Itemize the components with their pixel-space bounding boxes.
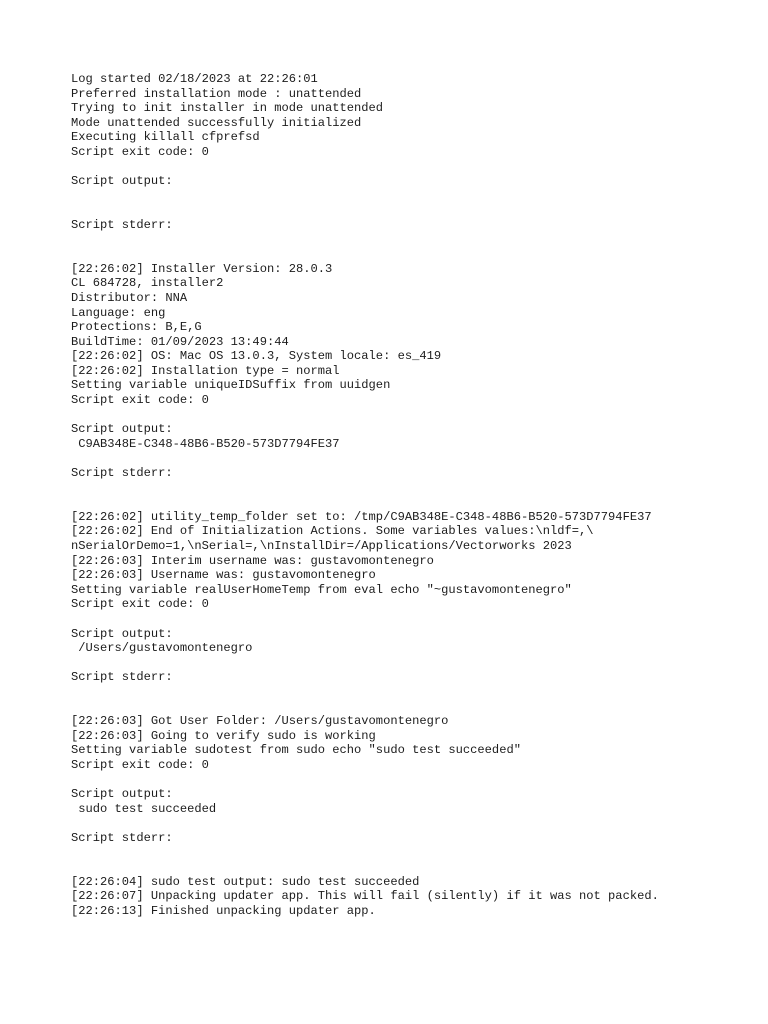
log-line: C9AB348E-C348-48B6-B520-573D7794FE37 xyxy=(71,436,340,451)
log-line: Executing killall cfprefsd xyxy=(71,130,260,145)
log-line: Protections: B,E,G xyxy=(71,320,202,335)
log-line: Log started 02/18/2023 at 22:26:01 xyxy=(71,72,318,86)
log-line: Script stderr: xyxy=(71,830,173,845)
log-line: Script output: xyxy=(71,787,173,802)
log-line: nSerialOrDemo=1,\nSerial=,\nInstallDir=/Applications/Vectorworks 2023 xyxy=(71,539,572,553)
log-line: BuildTime: 01/09/2023 13:49:44 xyxy=(71,334,289,349)
log-line xyxy=(71,203,761,218)
log-line xyxy=(71,656,761,671)
log-line xyxy=(71,612,761,627)
log-line: [22:26:03] Going to verify sudo is working xyxy=(71,728,376,743)
log-line: Script exit code: 0 xyxy=(71,393,209,408)
log-line: [22:26:02] Installation type = normal xyxy=(71,363,340,378)
log-line xyxy=(71,481,761,496)
log-line: CL 684728, installer2 xyxy=(71,276,224,291)
log-line xyxy=(71,408,761,423)
log-line xyxy=(71,160,761,175)
log-line xyxy=(71,247,761,262)
log-line: [22:26:02] End of Initialization Actions. Some variables values:\nldf=,\ xyxy=(71,524,594,539)
log-line: Trying to init installer in mode unattended xyxy=(71,101,384,116)
log-line: Preferred installation mode : unattended xyxy=(71,86,362,101)
log-line: Script exit code: 0 xyxy=(71,144,209,159)
log-line: [22:26:02] utility_temp_folder set to: /tmp/C9AB348E-C348-48B6-B520-573D7794FE37 xyxy=(71,509,652,524)
log-line: [22:26:07] Unpacking updater app. This will fail (silently) if it was not packed. xyxy=(71,889,659,904)
log-line xyxy=(71,773,761,788)
log-line: /Users/gustavomontenegro xyxy=(71,641,253,656)
log-line xyxy=(71,233,761,248)
log-line xyxy=(71,845,761,860)
log-line: Script exit code: 0 xyxy=(71,597,209,612)
log-line: Distributor: NNA xyxy=(71,290,188,305)
log-line: [22:26:03] Got User Folder: /Users/gustavomontenegro xyxy=(71,714,449,729)
log-line: Script output: xyxy=(71,626,173,641)
log-line: Script output: xyxy=(71,422,173,437)
log-line xyxy=(71,451,761,466)
log-line: Language: eng xyxy=(71,305,166,320)
log-line xyxy=(71,495,761,510)
log-document xyxy=(71,72,761,918)
log-line: [22:26:02] Installer Version: 28.0.3 xyxy=(71,261,333,276)
log-line: Script stderr: xyxy=(71,670,173,685)
log-line: [22:26:13] Finished unpacking updater app. xyxy=(71,903,376,918)
log-line: Script stderr: xyxy=(71,217,173,232)
log-line: sudo test succeeded xyxy=(71,801,217,816)
log-line xyxy=(71,685,761,700)
log-line: Script output: xyxy=(71,174,173,189)
log-line: Script stderr: xyxy=(71,466,173,481)
log-line: [22:26:04] sudo test output: sudo test succeeded xyxy=(71,874,420,889)
log-line: Setting variable sudotest from sudo echo "sudo test succeeded" xyxy=(71,743,521,758)
log-line: Setting variable uniqueIDSuffix from uuidgen xyxy=(71,378,391,393)
log-line: [22:26:02] OS: Mac OS 13.0.3, System locale: es_419 xyxy=(71,349,442,364)
log-line xyxy=(71,700,761,715)
log-line xyxy=(71,189,761,204)
log-line: Mode unattended successfully initialized xyxy=(71,115,362,130)
log-line: [22:26:03] Username was: gustavomontenegro xyxy=(71,568,376,583)
log-line: [22:26:03] Interim username was: gustavomontenegro xyxy=(71,553,434,568)
log-line xyxy=(71,860,761,875)
log-line: Script exit code: 0 xyxy=(71,757,209,772)
log-line xyxy=(71,816,761,831)
log-line: Setting variable realUserHomeTemp from eval echo "~gustavomontenegro" xyxy=(71,582,572,597)
